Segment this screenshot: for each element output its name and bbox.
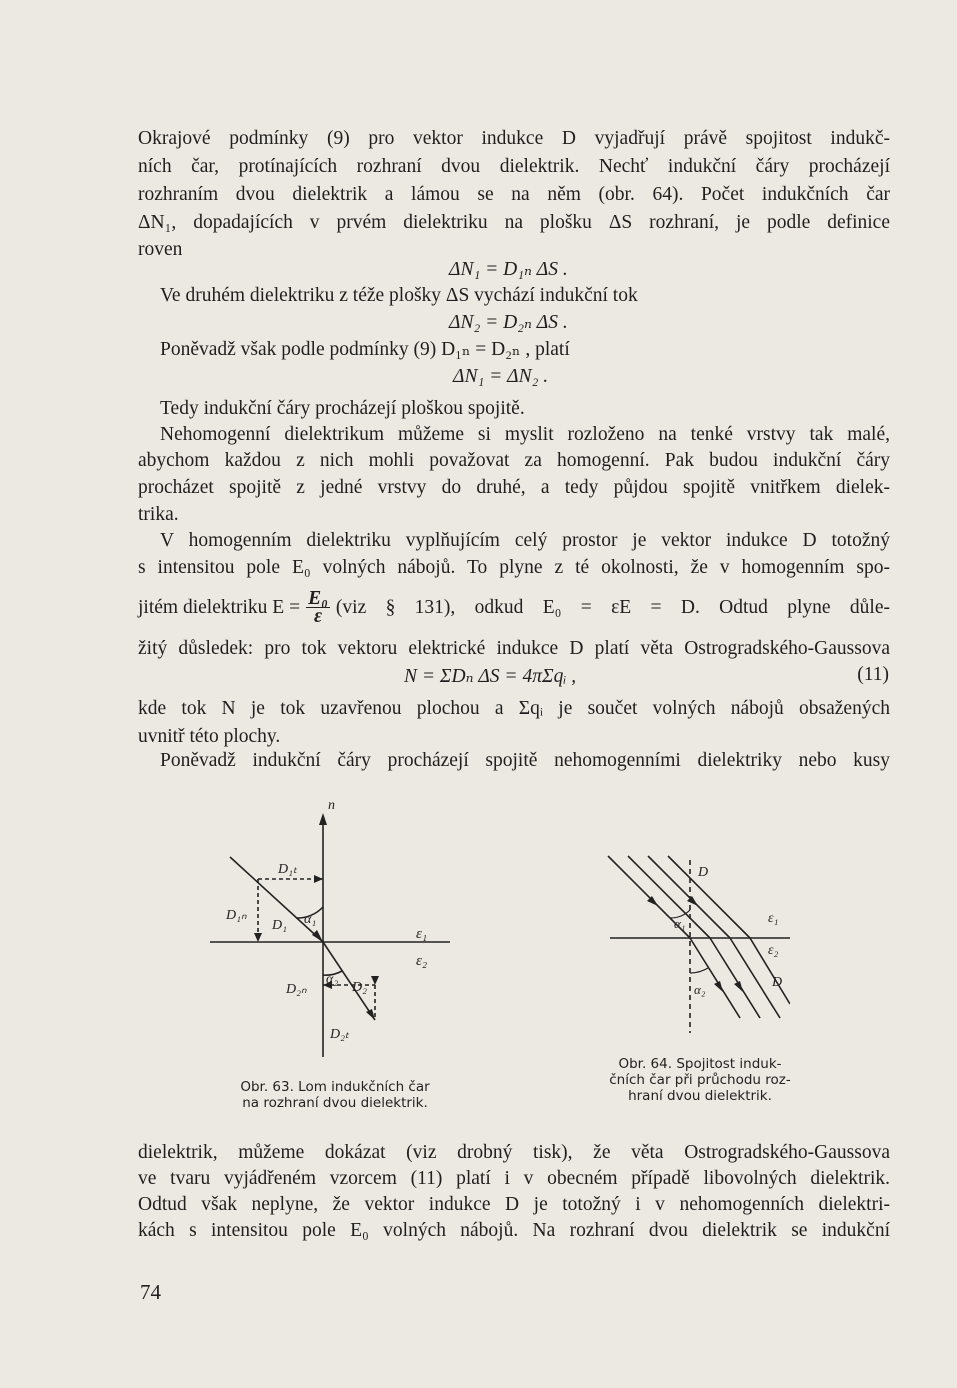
label-eps2: ε₂ [768,943,779,958]
text-line: V homogenním dielektriku vyplňujícím celý prostor je vektor indukce D totožný [160,530,890,551]
text-line: abychom každou z nich mohli považovat za homogenní. Pak budou indukční čáry [138,450,890,471]
figure-64-diagram [590,848,790,1048]
text-line: Poněvadž indukční čáry procházejí spojitě nehomogenními dielektriky nebo kusy [160,750,890,771]
fraction-prefix: jitém dielektriku E = [138,596,301,618]
text-line: Nehomogenní dielektrikum můžeme si myslit rozloženo na tenké vrstvy tak malé, [160,424,890,445]
fraction-suffix: (viz § 131), odkud E₀ = εE = D. Odtud plyne důle- [335,596,890,618]
text-line: kde tok N je tok uzavřenou plochou a Σqᵢ je součet volných nábojů obsažených [138,698,890,719]
equation-number: (11) [857,664,889,685]
text-line: ních čar, protínajících rozhraní dvou dielektrik. Nechť indukční čáry procházejí [138,156,890,177]
text-line: Ve druhém dielektriku z téže plošky ΔS vychází indukční tok [160,285,638,306]
label-alpha2: α₂ [326,972,339,987]
equation-1: ΔN₁ = D₁ₙ ΔS . [449,259,568,280]
label-D-bottom: D [772,975,783,990]
caption-line: na rozhraní dvou dielektrik. [242,1095,428,1111]
text-line: trika. [138,504,179,525]
label-eps1: ε₁ [768,911,779,926]
caption-line: Obr. 64. Spojitost induk- [618,1056,782,1072]
label-eps1: ε₁ [416,926,428,942]
label-D2n: D₂ₙ [286,982,307,997]
text-line: dielektrik, můžeme dokázat (viz drobný tisk), že věta Ostrogradského-Gaussova [138,1142,890,1163]
text-line: ve tvaru vyjádřeném vzorcem (11) platí i v obecném případě libovolných dielektrik. [138,1168,890,1189]
text-line: Tedy indukční čáry procházejí ploškou spojitě. [160,398,525,419]
equation-3: ΔN₁ = ΔN₂ . [453,366,549,387]
label-D1n: D₁ₙ [226,908,247,923]
fraction-numerator: E₀ [308,588,328,609]
figure-64-caption [590,1056,810,1104]
text-line: rozhraním dvou dielektrik a lámou se na něm (obr. 64). Počet indukčních čar [138,184,890,205]
text-line: uvnitř této plochy. [138,726,281,747]
label-D1: D₁ [272,918,287,933]
label-D-top: D [698,865,709,880]
label-alpha1: α₁ [674,916,686,931]
label-eps2: ε₂ [416,953,428,969]
figure-63-diagram [200,795,460,1065]
label-D2t: D₂ₜ [330,1027,350,1042]
caption-line: Obr. 63. Lom indukčních čar [240,1079,430,1095]
page-number: 74 [140,1280,161,1304]
text-line: procházet spojitě z jedné vrstvy do druhé, a tedy půjdou spojitě vnitřkem dielek- [138,477,890,498]
text-line: ΔN₁, dopadajících v prvém dielektriku na plošku ΔS rozhraní, je podle definice [138,212,890,233]
text-line: žitý důsledek: pro tok vektoru elektrické indukce D platí věta Ostrogradského-Gaussova [138,638,890,659]
equation-11: N = ΣDₙ ΔS = 4πΣqᵢ , [404,666,577,687]
figure-63-caption [220,1079,450,1111]
label-D1t: D₁ₜ [278,862,298,877]
text-line: Poněvadž však podle podmínky (9) D₁ₙ = D₂ₙ , platí [160,339,570,360]
caption-line: čních čar při průchodu roz- [609,1072,791,1088]
caption-line: hraní dvou dielektrik. [628,1088,772,1104]
text-line: Odtud však neplyne, že vektor indukce D je totožný i v nehomogenních dielektri- [138,1194,890,1215]
text-line: kách s intensitou pole E₀ volných nábojů. Na rozhraní dvou dielektrik se indukční [138,1220,890,1241]
label-alpha2: α₂ [694,982,706,997]
fraction-denominator: ε [314,606,322,627]
label-n: n [328,798,335,813]
text-line: roven [138,239,183,260]
label-D2: D₂ [352,980,367,995]
text-line: Okrajové podmínky (9) pro vektor indukce D vyjadřují právě spojitost indukč- [138,128,890,149]
text-line-fraction [138,590,890,625]
fraction-e0-eps [306,590,330,625]
label-alpha1: α₁ [304,912,317,927]
text-line: s intensitou pole E₀ volných nábojů. To plyne z té okolnosti, že v homogenním spo- [138,557,890,578]
equation-2: ΔN₂ = D₂ₙ ΔS . [449,312,568,333]
